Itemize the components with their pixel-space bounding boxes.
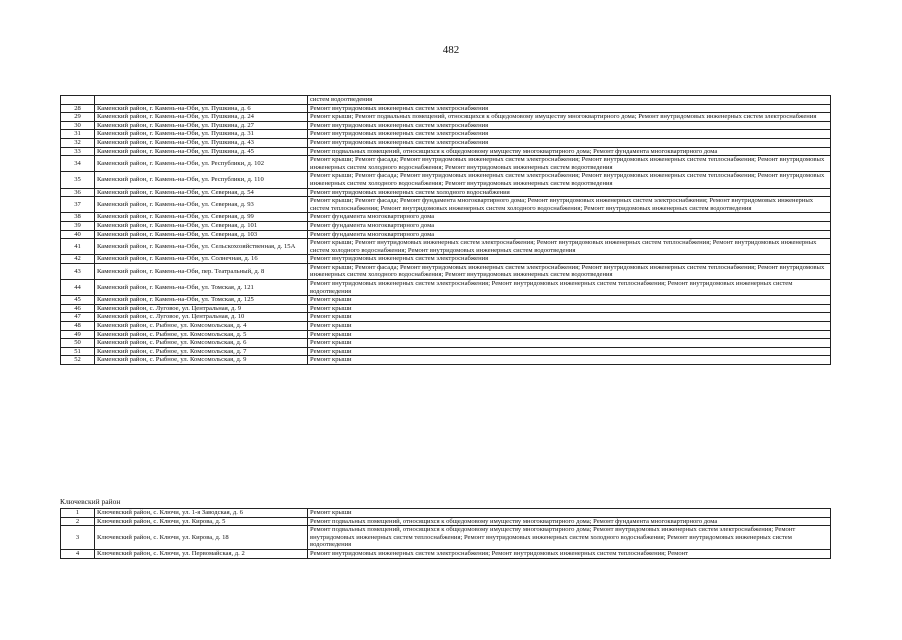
row-number-cell: 37 (61, 197, 95, 213)
table-row (61, 96, 831, 105)
table-row (61, 356, 831, 365)
repair-table-kamensky (60, 95, 831, 365)
row-number-cell: 34 (61, 156, 95, 172)
work-description-cell: Ремонт внутридомовых инженерных систем электроснабжения; Ремонт внутридомовых инженерных систем теплоснабжения; Ремонт внутридомовых инженерных систем водоотведения (308, 280, 831, 296)
work-description-cell: Ремонт фундамента многоквартирного дома (308, 230, 831, 239)
address-cell: Каменский район, г. Камень-на-Оби, ул. Северная, д. 99 (95, 213, 308, 222)
row-number-cell: 3 (61, 526, 95, 550)
work-description-cell: Ремонт подвальных помещений, относящихся к общедомовому имуществу многоквартирного дома; Ремонт внутридомовых инженерных систем электроснабжения; Ремонт внутридомовых инженерных систем теплоснабжения; Ремонт внутридомовых инженерных систем холодного водоснабжения; Ремонт внутридомовых инженерных систем водоотведения (308, 526, 831, 550)
row-number-cell: 30 (61, 121, 95, 130)
table-row (61, 121, 831, 130)
work-description-cell: Ремонт крыши; Ремонт фасада; Ремонт внутридомовых инженерных систем электроснабжения; Ремонт внутридомовых инженерных систем теплоснабжения; Ремонт внутридомовых инженерных систем холодного водоснабжения; Ремонт внутридомовых инженерных систем водоотведения (308, 172, 831, 188)
table-row (61, 138, 831, 147)
row-number-cell: 40 (61, 230, 95, 239)
row-number-cell: 51 (61, 347, 95, 356)
work-description-cell: Ремонт крыши; Ремонт фасада; Ремонт внутридомовых инженерных систем электроснабжения; Ремонт внутридомовых инженерных систем теплоснабжения; Ремонт внутридомовых инженерных систем холодного водоснабжения; Ремонт внутридомовых инженерных систем водоотведения (308, 156, 831, 172)
row-number-cell: 1 (61, 509, 95, 518)
work-description-cell: Ремонт крыши (308, 509, 831, 518)
address-cell: Каменский район, г. Камень-на-Оби, ул. Республики, д. 102 (95, 156, 308, 172)
work-description-cell: Ремонт крыши (308, 339, 831, 348)
row-number-cell: 39 (61, 221, 95, 230)
address-cell: Каменский район, с. Рыбное, ул. Комсомольская, д. 9 (95, 356, 308, 365)
address-cell: Каменский район, г. Камень-на-Оби, ул. Пушкина, д. 43 (95, 138, 308, 147)
work-description-cell: систем водоотведения (308, 96, 831, 105)
work-description-cell: Ремонт крыши (308, 330, 831, 339)
address-cell: Ключевский район, с. Ключи, ул. Кирова, д. 18 (95, 526, 308, 550)
address-cell: Каменский район, г. Камень-на-Оби, ул. Северная, д. 93 (95, 197, 308, 213)
work-description-cell: Ремонт внутридомовых инженерных систем электроснабжения; Ремонт внутридомовых инженерных систем теплоснабжения; Ремонт (308, 549, 831, 558)
address-cell: Каменский район, г. Камень-на-Оби, ул. Томская, д. 121 (95, 280, 308, 296)
work-description-cell: Ремонт крыши; Ремонт фасада; Ремонт внутридомовых инженерных систем электроснабжения; Ремонт внутридомовых инженерных систем теплоснабжения; Ремонт внутридомовых инженерных систем холодного водоснабжения; Ремонт внутридомовых инженерных систем водоотведения (308, 263, 831, 279)
table-row (61, 172, 831, 188)
row-number-cell: 4 (61, 549, 95, 558)
row-number-cell: 46 (61, 304, 95, 313)
work-description-cell: Ремонт фундамента многоквартирного дома (308, 221, 831, 230)
address-cell: Каменский район, с. Рыбное, ул. Комсомольская, д. 5 (95, 330, 308, 339)
work-description-cell: Ремонт крыши; Ремонт внутридомовых инженерных систем электроснабжения; Ремонт внутридомовых инженерных систем теплоснабжения; Ремонт внутридомовых инженерных систем холодного водоснабжения; Ремонт внутридомовых инженерных систем водоотведения (308, 239, 831, 255)
work-description-cell: Ремонт крыши; Ремонт фасада; Ремонт фундамента многоквартирного дома; Ремонт внутридомовых инженерных систем электроснабжения; Ремонт внутридомовых инженерных систем теплоснабжения; Ремонт внутридомовых инженерных систем холодного водоснабжения; Ремонт внутридомовых инженерных систем водоотведения (308, 197, 831, 213)
row-number-cell: 28 (61, 104, 95, 113)
address-cell: Каменский район, г. Камень-на-Оби, ул. Пушкина, д. 45 (95, 147, 308, 156)
address-cell: Каменский район, с. Рыбное, ул. Комсомольская, д. 7 (95, 347, 308, 356)
work-description-cell: Ремонт внутридомовых инженерных систем холодного водоснабжения (308, 188, 831, 197)
table-row (61, 197, 831, 213)
address-cell: Каменский район, г. Камень-на-Оби, ул. Северная, д. 54 (95, 188, 308, 197)
row-number-cell (61, 96, 95, 105)
table-row (61, 296, 831, 305)
repair-table-klyuchevsky (60, 508, 831, 559)
table-row (61, 304, 831, 313)
work-description-cell: Ремонт фундамента многоквартирного дома (308, 213, 831, 222)
work-description-cell: Ремонт внутридомовых инженерных систем электроснабжения (308, 255, 831, 264)
address-cell (95, 96, 308, 105)
row-number-cell: 42 (61, 255, 95, 264)
address-cell: Каменский район, г. Камень-на-Оби, пер. Театральный, д. 8 (95, 263, 308, 279)
table-row (61, 255, 831, 264)
address-cell: Каменский район, г. Камень-на-Оби, ул. Сельскохозяйственная, д. 15А (95, 239, 308, 255)
table-row (61, 330, 831, 339)
work-description-cell: Ремонт крыши (308, 296, 831, 305)
table-row (61, 213, 831, 222)
work-description-cell: Ремонт крыши (308, 322, 831, 331)
address-cell: Каменский район, с. Рыбное, ул. Комсомольская, д. 6 (95, 339, 308, 348)
row-number-cell: 32 (61, 138, 95, 147)
address-cell: Каменский район, с. Луговое, ул. Центральная, д. 10 (95, 313, 308, 322)
work-description-cell: Ремонт крыши (308, 356, 831, 365)
work-description-cell: Ремонт подвальных помещений, относящихся к общедомовому имуществу многоквартирного дома; Ремонт фундамента многоквартирного дома (308, 147, 831, 156)
address-cell: Каменский район, г. Камень-на-Оби, ул. Северная, д. 101 (95, 221, 308, 230)
table-row (61, 230, 831, 239)
address-cell: Каменский район, г. Камень-на-Оби, ул. Солнечная, д. 16 (95, 255, 308, 264)
work-description-cell: Ремонт крыши (308, 313, 831, 322)
row-number-cell: 48 (61, 322, 95, 331)
work-description-cell: Ремонт внутридомовых инженерных систем электроснабжения (308, 130, 831, 139)
address-cell: Каменский район, г. Камень-на-Оби, ул. Пушкина, д. 24 (95, 113, 308, 122)
row-number-cell: 35 (61, 172, 95, 188)
row-number-cell: 49 (61, 330, 95, 339)
row-number-cell: 44 (61, 280, 95, 296)
table-row (61, 517, 831, 526)
work-description-cell: Ремонт подвальных помещений, относящихся к общедомовому имуществу многоквартирного дома; Ремонт фундамента многоквартирного дома (308, 517, 831, 526)
address-cell: Каменский район, г. Камень-на-Оби, ул. Томская, д. 125 (95, 296, 308, 305)
table-row (61, 113, 831, 122)
table-row (61, 188, 831, 197)
row-number-cell: 38 (61, 213, 95, 222)
row-number-cell: 33 (61, 147, 95, 156)
table-row (61, 509, 831, 518)
row-number-cell: 36 (61, 188, 95, 197)
work-description-cell: Ремонт крыши (308, 347, 831, 356)
table-row (61, 549, 831, 558)
table-row (61, 221, 831, 230)
address-cell: Каменский район, г. Камень-на-Оби, ул. Пушкина, д. 6 (95, 104, 308, 113)
row-number-cell: 47 (61, 313, 95, 322)
table-row (61, 339, 831, 348)
table-row (61, 239, 831, 255)
address-cell: Ключевский район, с. Ключи, ул. Кирова, д. 5 (95, 517, 308, 526)
address-cell: Каменский район, с. Рыбное, ул. Комсомольская, д. 4 (95, 322, 308, 331)
address-cell: Ключевский район, с. Ключи, ул. 1-я Заводская, д. 6 (95, 509, 308, 518)
address-cell: Каменский район, г. Камень-на-Оби, ул. Пушкина, д. 31 (95, 130, 308, 139)
table-row (61, 130, 831, 139)
address-cell: Каменский район, г. Камень-на-Оби, ул. Пушкина, д. 27 (95, 121, 308, 130)
table-row (61, 263, 831, 279)
table-row (61, 280, 831, 296)
work-description-cell: Ремонт крыши (308, 304, 831, 313)
row-number-cell: 45 (61, 296, 95, 305)
table-row (61, 147, 831, 156)
row-number-cell: 2 (61, 517, 95, 526)
table-row (61, 347, 831, 356)
work-description-cell: Ремонт внутридомовых инженерных систем электроснабжения (308, 104, 831, 113)
address-cell: Каменский район, г. Камень-на-Оби, ул. Северная, д. 103 (95, 230, 308, 239)
row-number-cell: 29 (61, 113, 95, 122)
work-description-cell: Ремонт внутридомовых инженерных систем электроснабжения (308, 138, 831, 147)
work-description-cell: Ремонт внутридомовых инженерных систем электроснабжения (308, 121, 831, 130)
row-number-cell: 50 (61, 339, 95, 348)
page-number: 482 (442, 44, 460, 56)
address-cell: Ключевский район, с. Ключи, ул. Первомайская, д. 2 (95, 549, 308, 558)
work-description-cell: Ремонт крыши; Ремонт подвальных помещений, относящихся к общедомовому имуществу многоквартирного дома; Ремонт внутридомовых инженерных систем электроснабжения (308, 113, 831, 122)
table-row (61, 322, 831, 331)
section-title-klyuchevsky: Ключевский район (60, 497, 121, 506)
table-row (61, 104, 831, 113)
address-cell: Каменский район, с. Луговое, ул. Центральная, д. 9 (95, 304, 308, 313)
row-number-cell: 52 (61, 356, 95, 365)
table-row (61, 526, 831, 550)
table-row (61, 313, 831, 322)
address-cell: Каменский район, г. Камень-на-Оби, ул. Республики, д. 110 (95, 172, 308, 188)
row-number-cell: 31 (61, 130, 95, 139)
row-number-cell: 43 (61, 263, 95, 279)
table-row (61, 156, 831, 172)
row-number-cell: 41 (61, 239, 95, 255)
